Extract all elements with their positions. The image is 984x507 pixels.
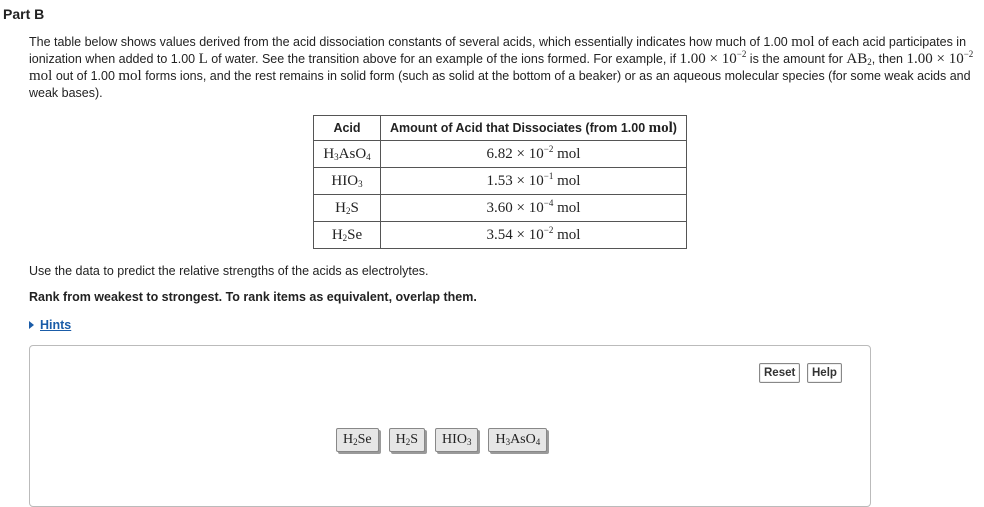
header-amount: Amount of Acid that Dissociates (from 1.00 mol): [381, 116, 687, 141]
hints-label: Hints: [40, 318, 72, 332]
triangle-right-icon: [29, 321, 34, 329]
tile-h2s[interactable]: $H_2S$: [389, 428, 425, 452]
table-row: [314, 168, 687, 195]
help-button[interactable]: Help: [807, 363, 842, 383]
tile-hio3[interactable]: $HIO_3$: [435, 428, 478, 452]
acid-amount: $1.53 \times 10^{-1}$ mol: [381, 168, 687, 195]
hints-link[interactable]: [29, 318, 71, 332]
acid-formula: $H_2S$: [314, 195, 381, 222]
ranking-panel[interactable]: [29, 345, 871, 507]
tile-h2se[interactable]: $H_2Se$: [336, 428, 379, 452]
table-row: [314, 195, 687, 222]
ranking-tiles: [336, 428, 547, 452]
table-row: [314, 222, 687, 249]
acid-amount: $6.82 \times 10^{-2}$ mol: [381, 141, 687, 168]
table-row: [314, 141, 687, 168]
tile-h3aso4[interactable]: $H_3AsO_4$: [488, 428, 547, 452]
acid-amount: $3.54 \times 10^{-2}$ mol: [381, 222, 687, 249]
acid-amount: $3.60 \times 10^{-4}$ mol: [381, 195, 687, 222]
question-prompt: Use the data to predict the relative strengths of the acids as electrolytes.: [29, 264, 429, 278]
acid-formula: $H_2Se$: [314, 222, 381, 249]
part-title: Part B: [3, 6, 45, 22]
intro-paragraph: The table below shows values derived from the acid dissociation constants of several acids, which essentially indicates how much of 1.00 mol of each acid participates in ionization when added to 1.00 L of water. See the transition above for an example of the ions formed. For example, if $1.00 \times 10^{-2}$ is the amount for $AB_2$, then $1.00 \times 10^{-2}$ mol out of 1.00 mol forms ions, and the rest remains in solid form (such as solid at the bottom of a beaker) or as an aqueous molecular species (for some weak acids and weak bases).: [29, 34, 974, 100]
header-acid: Acid: [314, 116, 381, 141]
table-header-row: [314, 116, 687, 141]
acid-formula: $H_3AsO_4$: [314, 141, 381, 168]
reset-button[interactable]: Reset: [759, 363, 800, 383]
acid-formula: $HIO_3$: [314, 168, 381, 195]
rank-instruction: Rank from weakest to strongest. To rank items as equivalent, overlap them.: [29, 290, 477, 304]
acid-dissociation-table: [313, 115, 687, 249]
